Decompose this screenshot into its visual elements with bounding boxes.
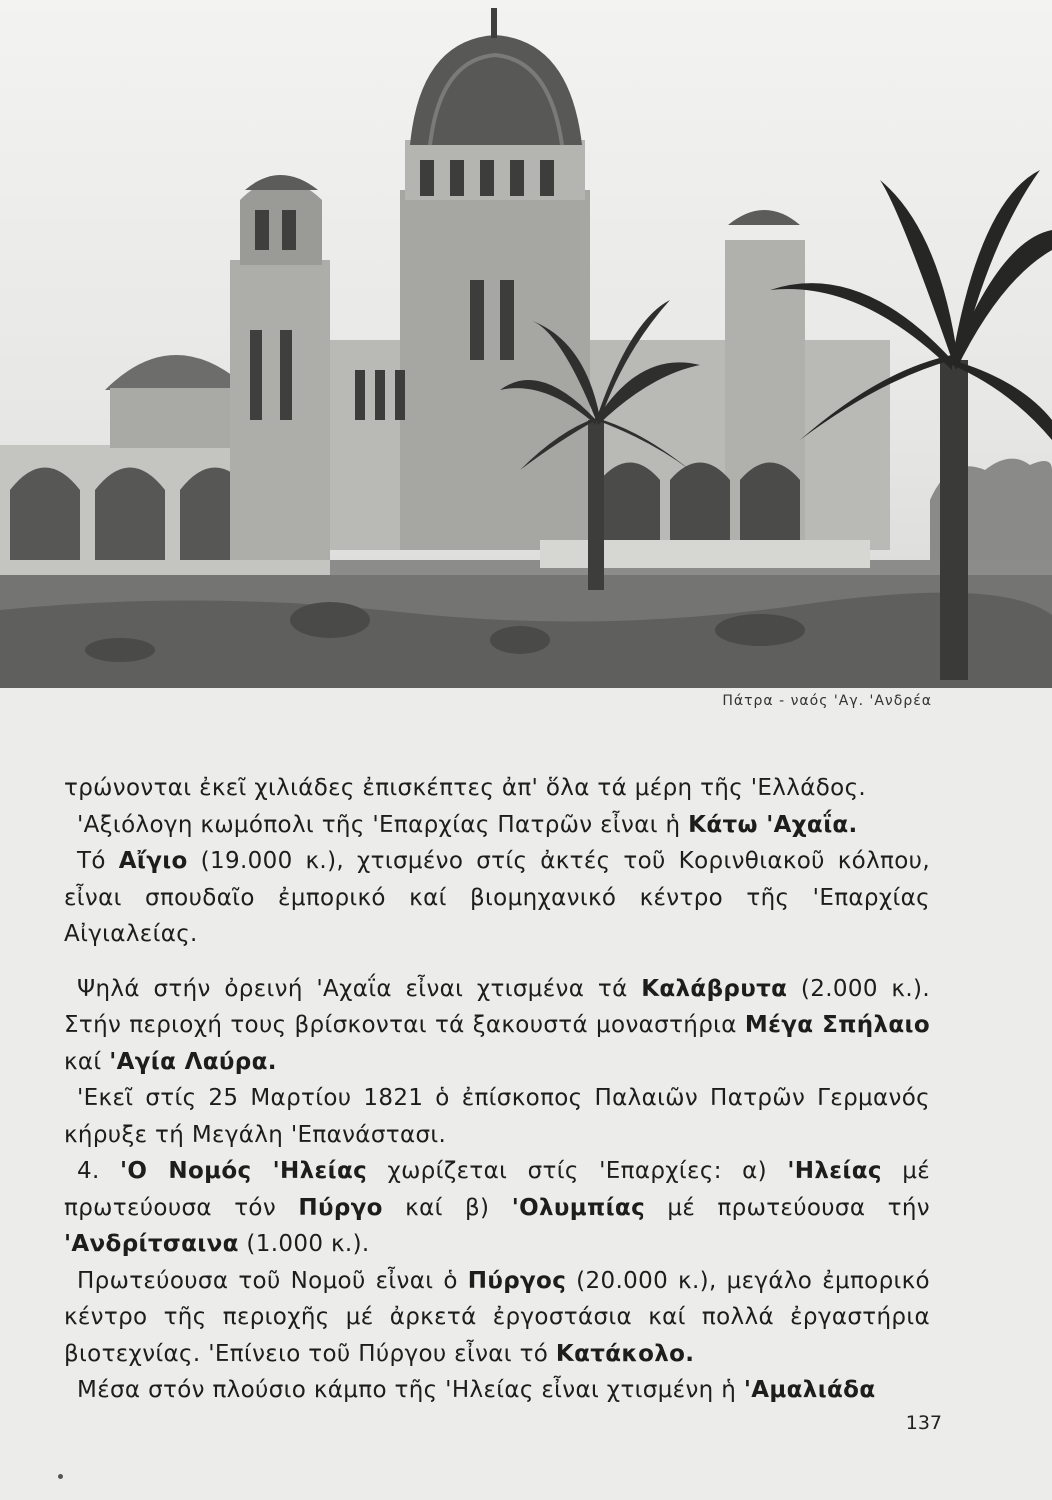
bold-term: Καλάβρυτα xyxy=(641,975,788,1002)
bold-term: Αἴγιο xyxy=(118,848,188,874)
paragraph: Τό Αἴγιο (19.000 κ.), χτισμένο στίς ἀκτές τοῦ Κορινθιακοῦ κόλπου, εἶναι σπουδαῖο ἐμπορικό καί βιομηχανικό κέντρο τῆς 'Επαρχίας Αἰγιαλείας. xyxy=(64,848,930,947)
bold-term: Κάτω 'Αχαΐα. xyxy=(688,811,858,838)
bold-term: Πύργος xyxy=(467,1267,567,1294)
bold-term: Πύργο xyxy=(298,1194,383,1221)
paragraph: τρώνονται ἐκεῖ χιλιάδες ἐπισκέπτες ἀπ' ὅλα τά μέρη τῆς 'Ελλάδος. xyxy=(64,775,867,801)
bold-term: 'Ο Νομός 'Ηλείας xyxy=(120,1158,368,1184)
paragraph: 4. 'Ο Νομός 'Ηλείας χωρίζεται στίς 'Επαρχίες: α) 'Ηλείας μέ πρωτεύουσα τόν Πύργο καί β) 'Ολυμπίας μέ πρωτεύουσα τήν 'Ανδρίτσαινα (1.000 κ.). xyxy=(64,1158,931,1257)
photo-caption: Πάτρα - ναός 'Αγ. 'Ανδρέα xyxy=(722,693,932,709)
paragraph: Μέσα στόν πλούσιο κάμπο τῆς 'Ηλείας εἶναι χτισμένη ἡ 'Αμαλιάδα xyxy=(77,1377,876,1403)
cathedral-illustration xyxy=(0,0,1052,688)
bold-term: Μέγα Σπήλαιο xyxy=(744,1012,931,1038)
paragraph: 'Αξιόλογη κωμόπολι τῆς 'Επαρχίας Πατρῶν εἶναι ἡ Κάτω 'Αχαΐα. xyxy=(77,811,858,838)
bold-term: 'Ανδρίτσαινα xyxy=(64,1231,239,1257)
paragraph: 'Εκεῖ στίς 25 Μαρτίου 1821 ὁ ἐπίσκοπος Παλαιῶν Πατρῶν Γερμανός κήρυξε τή Μεγάλη 'Επανάστασι. xyxy=(64,1085,930,1148)
bold-term: 'Ολυμπίας xyxy=(511,1194,646,1221)
paragraph: Πρωτεύουσα τοῦ Νομοῦ εἶναι ὁ Πύργος (20.000 κ.), μεγάλο ἐμπορικό κέντρο τῆς περιοχῆς μέ ἀρκετά ἐργοστάσια καί πολλά ἐργαστήρια βιοτεχνίας. 'Επίνειο τοῦ Πύργου εἶναι τό Κατάκολο. xyxy=(64,1267,930,1367)
bold-term: 'Αμαλιάδα xyxy=(743,1377,876,1403)
body-text xyxy=(64,770,930,1409)
church-photo xyxy=(0,0,1052,688)
page-number: 137 xyxy=(905,1412,942,1434)
paragraph: Ψηλά στήν ὀρεινή 'Αχαΐα εἶναι χτισμένα τά Καλάβρυτα (2.000 κ.). Στήν περιοχή τους βρίσκονται τά ξακουστά μοναστήρια Μέγα Σπήλαιο καί 'Αγία Λαύρα. xyxy=(64,975,931,1075)
print-speck xyxy=(58,1474,63,1479)
bold-term: 'Ηλείας xyxy=(787,1158,882,1184)
bold-term: Κατάκολο. xyxy=(555,1340,695,1367)
bold-term: 'Αγία Λαύρα. xyxy=(109,1048,277,1075)
